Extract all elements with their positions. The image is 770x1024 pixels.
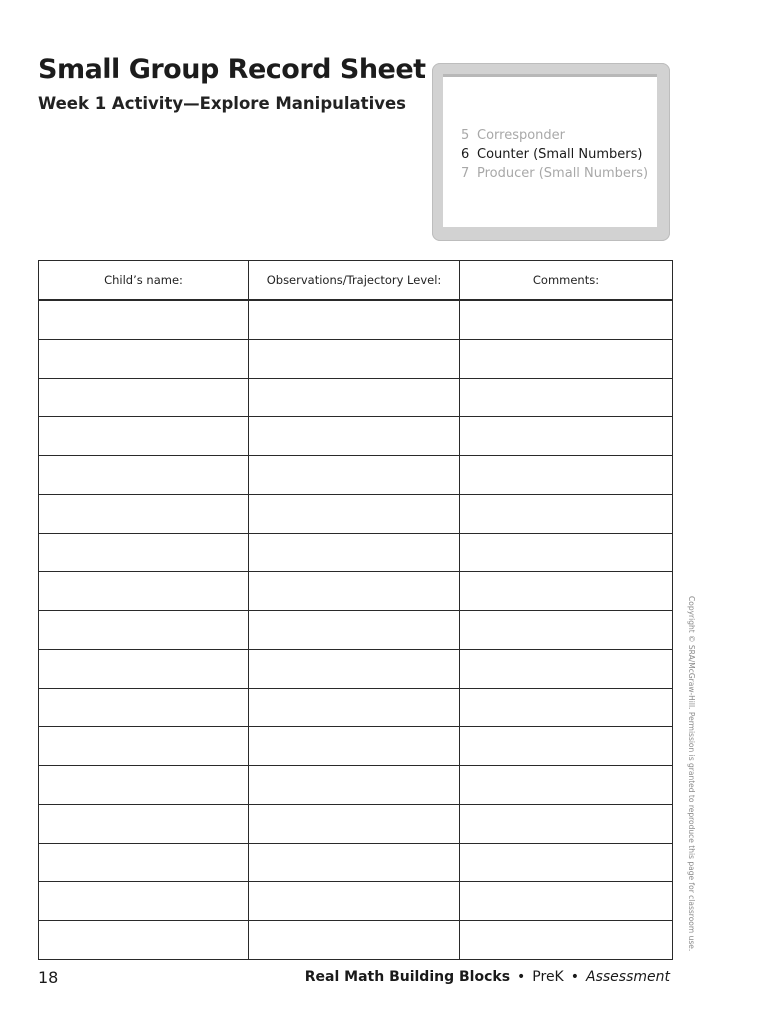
- observations-cell[interactable]: [249, 456, 460, 495]
- table-row: [39, 494, 673, 533]
- copyright-notice: Copyright © SRA/McGraw-Hill. Permission is granted to reproduce this page for classroom use.: [687, 596, 696, 952]
- observations-cell[interactable]: [249, 339, 460, 378]
- table-row: [39, 572, 673, 611]
- footer-grade: PreK: [532, 969, 564, 985]
- trajectory-level-label: Producer (Small Numbers): [477, 166, 649, 181]
- observations-cell[interactable]: [249, 688, 460, 727]
- comments-cell[interactable]: [460, 766, 673, 805]
- trajectory-level-number: 7: [461, 166, 470, 181]
- table-row: [39, 339, 673, 378]
- table-row: [39, 882, 673, 921]
- trajectory-level-item: [461, 164, 648, 183]
- table-row: [39, 417, 673, 456]
- table-header-row: [39, 261, 673, 301]
- table-row: [39, 611, 673, 650]
- footer-bullet: •: [517, 969, 526, 985]
- table-row: [39, 300, 673, 339]
- observations-cell[interactable]: [249, 804, 460, 843]
- observations-cell[interactable]: [249, 378, 460, 417]
- table-row: [39, 727, 673, 766]
- childs-name-cell[interactable]: [39, 378, 249, 417]
- column-header-observations: Observations/Trajectory Level:: [249, 261, 460, 301]
- childs-name-cell[interactable]: [39, 688, 249, 727]
- observations-cell[interactable]: [249, 417, 460, 456]
- childs-name-cell[interactable]: [39, 572, 249, 611]
- footer-book-title: Real Math Building Blocks: [304, 969, 511, 985]
- observations-cell[interactable]: [249, 572, 460, 611]
- observations-cell[interactable]: [249, 300, 460, 339]
- trajectory-level-item: [461, 145, 648, 164]
- comments-cell[interactable]: [460, 688, 673, 727]
- childs-name-cell[interactable]: [39, 533, 249, 572]
- observations-cell[interactable]: [249, 766, 460, 805]
- comments-cell[interactable]: [460, 572, 673, 611]
- childs-name-cell[interactable]: [39, 456, 249, 495]
- table-row: [39, 649, 673, 688]
- table-row: [39, 456, 673, 495]
- comments-cell[interactable]: [460, 611, 673, 650]
- childs-name-cell[interactable]: [39, 611, 249, 650]
- record-table-body: [39, 300, 673, 960]
- trajectory-level-label: Corresponder: [477, 128, 566, 143]
- comments-cell[interactable]: [460, 727, 673, 766]
- table-row: [39, 804, 673, 843]
- comments-cell[interactable]: [460, 300, 673, 339]
- childs-name-cell[interactable]: [39, 339, 249, 378]
- observations-cell[interactable]: [249, 611, 460, 650]
- observations-cell[interactable]: [249, 727, 460, 766]
- observations-cell[interactable]: [249, 649, 460, 688]
- childs-name-cell[interactable]: [39, 766, 249, 805]
- trajectory-level-number: 5: [461, 128, 470, 143]
- footer-section: Assessment: [586, 969, 670, 985]
- childs-name-cell[interactable]: [39, 300, 249, 339]
- comments-cell[interactable]: [460, 882, 673, 921]
- trajectory-level-number: 6: [461, 147, 470, 162]
- childs-name-cell[interactable]: [39, 649, 249, 688]
- page-number: 18: [38, 968, 59, 987]
- childs-name-cell[interactable]: [39, 882, 249, 921]
- comments-cell[interactable]: [460, 804, 673, 843]
- table-row: [39, 843, 673, 882]
- trajectory-level-label: Counter (Small Numbers): [477, 147, 643, 162]
- childs-name-cell[interactable]: [39, 921, 249, 960]
- observations-cell[interactable]: [249, 494, 460, 533]
- footer-book-info: [305, 969, 670, 985]
- table-row: [39, 688, 673, 727]
- page-title: Small Group Record Sheet: [38, 54, 426, 85]
- column-header-childs-name: Child’s name:: [39, 261, 249, 301]
- table-row: [39, 533, 673, 572]
- childs-name-cell[interactable]: [39, 494, 249, 533]
- record-table: [38, 260, 673, 960]
- table-row: [39, 921, 673, 960]
- trajectory-level-list: [461, 126, 648, 183]
- comments-cell[interactable]: [460, 843, 673, 882]
- observations-cell[interactable]: [249, 921, 460, 960]
- column-header-comments: Comments:: [460, 261, 673, 301]
- footer-bullet: •: [570, 969, 580, 985]
- observations-cell[interactable]: [249, 882, 460, 921]
- comments-cell[interactable]: [460, 339, 673, 378]
- page-subtitle: Week 1 Activity—Explore Manipulatives: [38, 94, 406, 113]
- table-row: [39, 378, 673, 417]
- trajectory-level-item: [461, 126, 648, 145]
- comments-cell[interactable]: [460, 533, 673, 572]
- comments-cell[interactable]: [460, 456, 673, 495]
- childs-name-cell[interactable]: [39, 727, 249, 766]
- comments-cell[interactable]: [460, 921, 673, 960]
- comments-cell[interactable]: [460, 378, 673, 417]
- childs-name-cell[interactable]: [39, 804, 249, 843]
- comments-cell[interactable]: [460, 649, 673, 688]
- table-row: [39, 766, 673, 805]
- childs-name-cell[interactable]: [39, 417, 249, 456]
- observations-cell[interactable]: [249, 533, 460, 572]
- comments-cell[interactable]: [460, 417, 673, 456]
- observations-cell[interactable]: [249, 843, 460, 882]
- childs-name-cell[interactable]: [39, 843, 249, 882]
- comments-cell[interactable]: [460, 494, 673, 533]
